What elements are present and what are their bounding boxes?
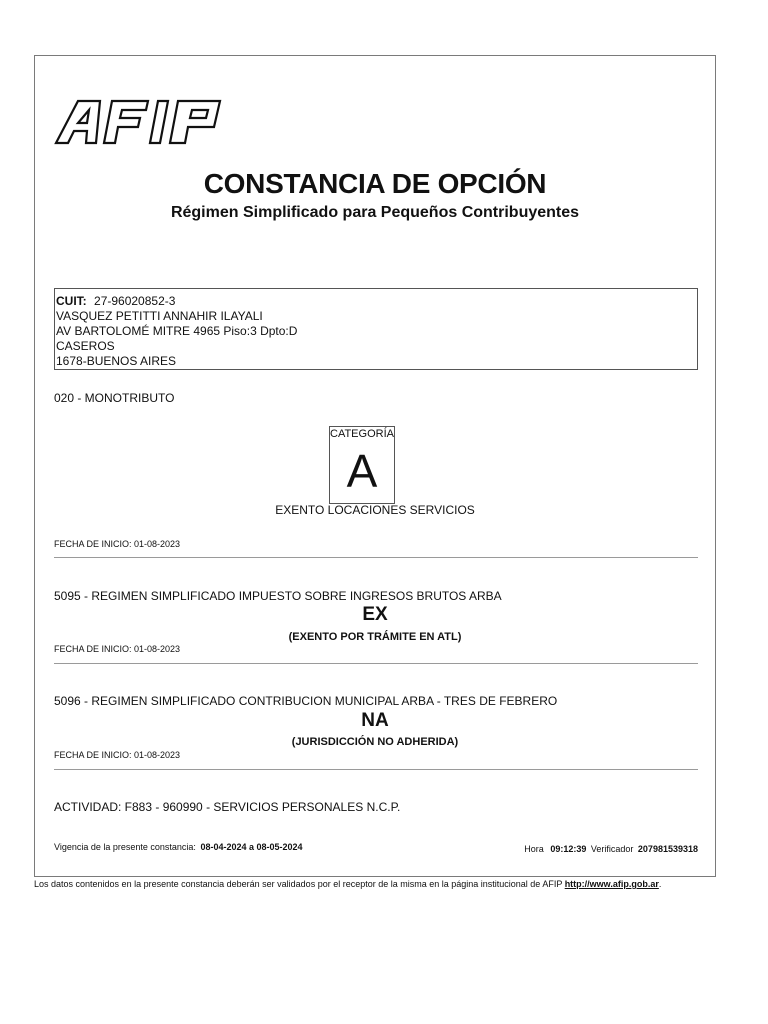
taxpayer-postal: 1678-BUENOS AIRES — [56, 354, 177, 368]
regime-start-date: FECHA DE INICIO: 01-08-2023 — [54, 539, 181, 549]
footer-text: Los datos contenidos en la presente constancia deberán ser validados por el receptor de la misma en la página institucional de AFIP — [34, 879, 563, 889]
activity-type: EXENTO LOCACIONES SERVICIOS — [275, 503, 475, 517]
validity-label: Vigencia de la presente constancia: — [54, 842, 196, 852]
validity-line — [54, 842, 303, 852]
iibb-start-date: FECHA DE INICIO: 01-08-2023 — [54, 644, 181, 654]
verifier-label: Verificador — [590, 844, 634, 854]
taxpayer-name: VASQUEZ PETITTI ANNAHIR ILAYALI — [56, 309, 263, 323]
municipal-code: NA — [361, 710, 389, 731]
iibb-code: EX — [362, 604, 388, 625]
municipal-start-date: FECHA DE INICIO: 01-08-2023 — [54, 750, 181, 760]
category-letter: A — [346, 445, 378, 497]
activity-line: ACTIVIDAD: F883 - 960990 - SERVICIOS PERSONALES N.C.P. — [54, 800, 401, 814]
municipal-description: (JURISDICCIÓN NO ADHERIDA) — [291, 736, 459, 748]
divider — [54, 769, 698, 770]
time-line — [524, 844, 698, 854]
category-label: CATEGORÍA — [330, 428, 394, 440]
afip-website-link[interactable]: http://www.afip.gob.ar — [564, 879, 659, 889]
hour-value: 09:12:39 — [550, 844, 587, 854]
afip-logo — [54, 97, 226, 147]
cuit-value: 27-96020852-3 — [94, 294, 176, 308]
hour-label: Hora — [524, 844, 544, 854]
divider — [54, 663, 698, 664]
taxpayer-box — [54, 288, 698, 370]
municipal-label: 5096 - REGIMEN SIMPLIFICADO CONTRIBUCION MUNICIPAL ARBA - TRES DE FEBRERO — [54, 694, 558, 708]
document-subtitle: Régimen Simplificado para Pequeños Contribuyentes — [170, 204, 580, 221]
iibb-label: 5095 - REGIMEN SIMPLIFICADO IMPUESTO SOBRE INGRESOS BRUTOS ARBA — [54, 589, 502, 603]
regime-label: 020 - MONOTRIBUTO — [54, 391, 175, 405]
cuit-line — [56, 294, 697, 309]
taxpayer-address: AV BARTOLOMÉ MITRE 4965 Piso:3 Dpto:D — [56, 324, 298, 338]
document-title: CONSTANCIA DE OPCIÓN — [203, 168, 547, 199]
divider — [54, 557, 698, 558]
footer-end: . — [658, 879, 662, 889]
verifier-value: 207981539318 — [637, 844, 698, 854]
iibb-description: (EXENTO POR TRÁMITE EN ATL) — [288, 631, 462, 643]
taxpayer-locality: CASEROS — [56, 339, 115, 353]
footer-note — [34, 879, 661, 889]
cuit-label: CUIT: — [56, 294, 87, 308]
validity-range: 08-04-2024 a 08-05-2024 — [200, 842, 303, 852]
category-box — [329, 426, 395, 504]
